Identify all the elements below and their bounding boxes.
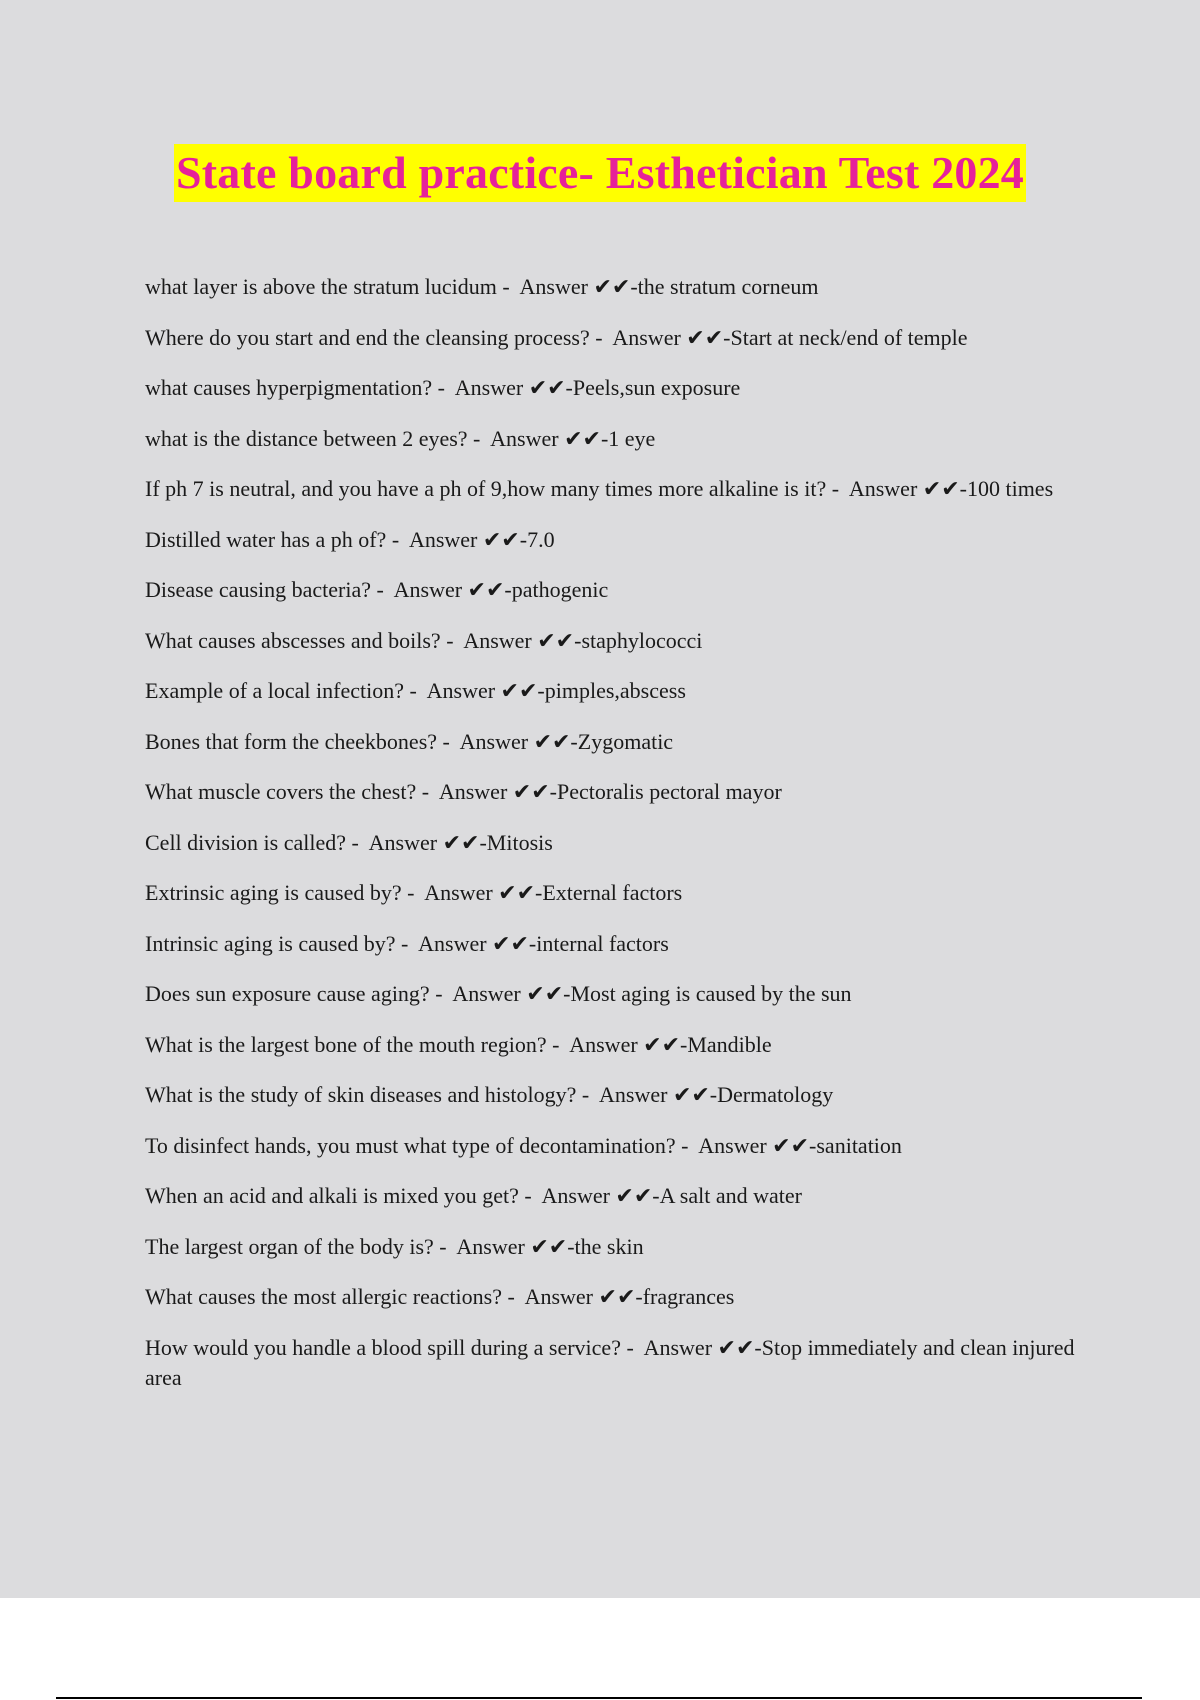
question-text: Distilled water has a ph of? [145, 526, 387, 552]
answer-text: Zygomatic [577, 728, 674, 754]
qa-list [145, 272, 1095, 1413]
answer-marker: Answer ✔✔- [519, 274, 638, 299]
qa-item: What is the largest bone of the mouth region? - Answer ✔✔-Mandible [145, 1031, 772, 1057]
qa-item: How would you handle a blood spill during a service? - Answer ✔✔-Stop immediately and clean injured area [145, 1334, 1075, 1390]
question-text: What causes the most allergic reactions? [145, 1284, 502, 1309]
answer-text: pimples,abscess [544, 678, 686, 703]
answer-text: 100 times [966, 476, 1054, 501]
question-text: what causes hyperpigmentation? [145, 375, 433, 400]
answer-marker: Answer ✔✔- [438, 779, 557, 804]
qa-item: Example of a local infection? - Answer ✔✔-pimples,abscess [145, 678, 686, 703]
question-text: Bones that form the cheekbones? [145, 728, 438, 754]
answer-marker: Answer ✔✔- [456, 1233, 575, 1259]
question-text: Disease causing bacteria? [145, 577, 371, 602]
qa-item: Disease causing bacteria? - Answer ✔✔-pathogenic [145, 577, 609, 602]
answer-marker: Answer ✔✔- [426, 678, 545, 703]
question-text: To disinfect hands, you must what type of decontamination? [145, 1132, 676, 1158]
answer-text: internal factors [536, 930, 669, 956]
qa-item: The largest organ of the body is? - Answer ✔✔-the skin [145, 1233, 644, 1259]
answer-marker: Answer ✔✔- [698, 1132, 817, 1158]
answer-marker: Answer ✔✔- [490, 425, 609, 451]
answer-marker: Answer ✔✔- [408, 526, 528, 552]
qa-item: Distilled water has a ph of? - Answer ✔✔-7.0 [145, 526, 555, 552]
answer-text: 1 eye [608, 425, 656, 451]
question-text: Cell division is called? [145, 829, 347, 855]
answer-text: Stop immediately and clean injured area [145, 1334, 1075, 1390]
qa-item: Extrinsic aging is caused by? - Answer ✔✔-External factors [145, 880, 683, 905]
qa-item: What causes abscesses and boils? - Answer ✔✔-staphylococci [145, 627, 703, 653]
answer-marker: Answer ✔✔- [848, 476, 967, 501]
qa-item: Where do you start and end the cleansing process? - Answer ✔✔-Start at neck/end of temple [145, 324, 968, 350]
question-text: what is the distance between 2 eyes? [145, 425, 468, 451]
question-text: How would you handle a blood spill during a service? [145, 1334, 621, 1360]
footer-divider [56, 1697, 1142, 1699]
answer-text: fragrances [642, 1284, 735, 1309]
question-text: When an acid and alkali is mixed you get? [145, 1183, 519, 1208]
question-text: If ph 7 is neutral, and you have a ph of 9,how many times more alkaline is it? [145, 476, 827, 501]
answer-marker: Answer ✔✔- [459, 728, 578, 754]
answer-marker: Answer ✔✔- [541, 1183, 660, 1208]
answer-text: pathogenic [511, 577, 609, 602]
question-text: What causes abscesses and boils? [145, 627, 441, 653]
answer-marker: Answer ✔✔- [569, 1031, 688, 1057]
answer-text: the stratum corneum [637, 274, 819, 299]
answer-marker: Answer ✔✔- [424, 880, 543, 905]
question-text: Intrinsic aging is caused by? [145, 930, 396, 956]
answer-marker: Answer ✔✔- [368, 829, 487, 855]
question-text: What is the largest bone of the mouth region? [145, 1031, 547, 1057]
answer-text: 7.0 [527, 526, 555, 552]
question-text: What muscle covers the chest? [145, 779, 417, 804]
answer-marker: Answer ✔✔- [612, 324, 731, 350]
answer-marker: Answer ✔✔- [463, 627, 582, 653]
answer-text: Most aging is caused by the sun [570, 981, 852, 1006]
answer-text: the skin [574, 1233, 644, 1259]
answer-text: Peels,sun exposure [572, 375, 741, 400]
document-title: State board practice- Esthetician Test 2024 [174, 144, 1026, 202]
qa-item: Cell division is called? - Answer ✔✔-Mitosis [145, 829, 553, 855]
answer-marker: Answer ✔✔- [452, 981, 571, 1006]
qa-item: what is the distance between 2 eyes? - Answer ✔✔-1 eye [145, 425, 656, 451]
question-text: Example of a local infection? [145, 678, 404, 703]
answer-text: A salt and water [659, 1183, 802, 1208]
answer-text: External factors [542, 880, 683, 905]
title-container [0, 144, 1200, 202]
answer-marker: Answer ✔✔- [418, 930, 537, 956]
qa-item: What muscle covers the chest? - Answer ✔✔-Pectoralis pectoral mayor [145, 779, 782, 804]
answer-marker: Answer ✔✔- [643, 1334, 762, 1360]
answer-text: staphylococci [581, 627, 703, 653]
qa-item: Does sun exposure cause aging? - Answer ✔✔-Most aging is caused by the sun [145, 981, 852, 1006]
answer-marker: Answer ✔✔- [599, 1082, 718, 1107]
qa-item: What causes the most allergic reactions? - Answer ✔✔-fragrances [145, 1284, 735, 1309]
question-text: what layer is above the stratum lucidum [145, 274, 497, 299]
answer-text: sanitation [816, 1132, 902, 1158]
answer-marker: Answer ✔✔- [524, 1284, 643, 1309]
qa-item: what layer is above the stratum lucidum - Answer ✔✔-the stratum corneum [145, 274, 819, 299]
question-text: Does sun exposure cause aging? [145, 981, 430, 1006]
answer-text: Pectoralis pectoral mayor [556, 779, 782, 804]
question-text: The largest organ of the body is? [145, 1233, 434, 1259]
answer-marker: Answer ✔✔- [393, 577, 512, 602]
question-text: Extrinsic aging is caused by? [145, 880, 402, 905]
answer-text: Dermatology [717, 1082, 834, 1107]
answer-text: Start at neck/end of temple [730, 324, 968, 350]
qa-item: What is the study of skin diseases and histology? - Answer ✔✔-Dermatology [145, 1082, 834, 1107]
qa-item: When an acid and alkali is mixed you get? - Answer ✔✔-A salt and water [145, 1183, 802, 1208]
qa-item: what causes hyperpigmentation? - Answer ✔✔-Peels,sun exposure [145, 375, 741, 400]
qa-item: If ph 7 is neutral, and you have a ph of 9,how many times more alkaline is it? - Answer ✔✔-100 times [145, 476, 1054, 501]
qa-item: To disinfect hands, you must what type of decontamination? - Answer ✔✔-sanitation [145, 1132, 902, 1158]
question-text: Where do you start and end the cleansing process? [145, 324, 590, 350]
qa-item: Intrinsic aging is caused by? - Answer ✔✔-internal factors [145, 930, 669, 956]
answer-text: Mitosis [486, 829, 553, 855]
answer-text: Mandible [687, 1031, 772, 1057]
answer-marker: Answer ✔✔- [454, 375, 573, 400]
question-text: What is the study of skin diseases and histology? [145, 1082, 577, 1107]
qa-item: Bones that form the cheekbones? - Answer ✔✔-Zygomatic [145, 728, 674, 754]
